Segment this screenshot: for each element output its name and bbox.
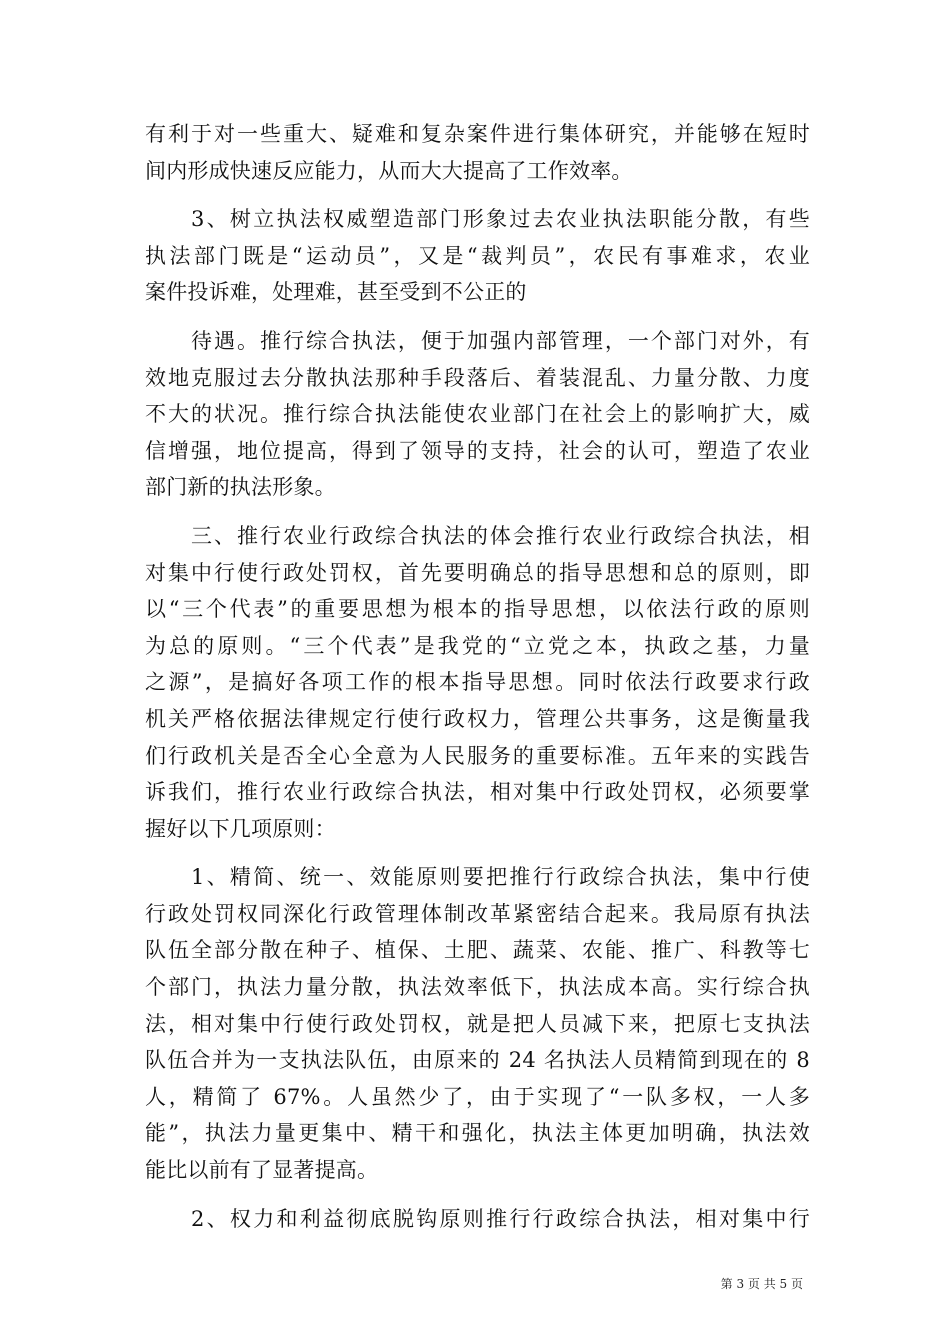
text-line: 间内形成快速反应能力，从而大大提高了工作效率。 [145,158,633,183]
text-line: 法，相对集中行使行政处罚权，就是把人员减下来，把原七支执法 [145,1011,810,1036]
text-line: 能比以前有了显著提高。 [145,1158,379,1183]
page-number-footer: 第 3 页 共 5 页 [720,1277,803,1291]
text-line: 不大的状况。推行综合执法能使农业部门在社会上的影响扩大，威 [145,402,810,427]
text-line: 有利于对一些重大、疑难和复杂案件进行集体研究，并能够在短时 [145,122,810,146]
paragraph-4 [145,518,810,847]
text-line: 为总的原则。“三个代表”是我党的“立党之本，执政之基，力量 [145,633,810,658]
text-line: 队伍合并为一支执法队伍，由原来的 24 名执法人员精简到现在的 8 [145,1048,810,1073]
text-line: 待遇。推行综合执法，便于加强内部管理，一个部门对外，有 [191,328,810,353]
text-line: 以“三个代表”的重要思想为根本的指导思想，以依法行政的原则 [145,597,810,622]
text-line: 诉我们，推行农业行政综合执法，相对集中行政处罚权，必须要掌 [145,780,810,805]
text-line: 1、精简、统一、效能原则要把推行行政综合执法，集中行使 [191,865,810,890]
text-line: 部门新的执法形象。 [145,475,336,500]
text-line: 2、权力和利益彻底脱钩原则推行行政综合执法，相对集中行 [191,1206,810,1231]
paragraph-1 [145,116,810,189]
paragraph-3 [145,323,810,506]
text-line: 队伍全部分散在种子、植保、土肥、蔬菜、农能、推广、科教等七 [145,938,810,963]
text-line: 案件投诉难，处理难，甚至受到不公正的 [145,280,527,305]
text-line: 效地克服过去分散执法那种手段落后、着装混乱、力量分散、力度 [145,365,810,390]
text-line: 3、树立执法权威塑造部门形象过去农业执法职能分散，有些 [191,207,810,232]
paragraph-6 [145,1201,810,1238]
text-line: 握好以下几项原则： [145,816,336,841]
text-line: 三、推行农业行政综合执法的体会推行农业行政综合执法，相 [191,523,810,548]
text-line: 执法部门既是“运动员”，又是“裁判员”，农民有事难求，农业 [145,243,810,268]
text-line: 个部门，执法力量分散，执法效率低下，执法成本高。实行综合执 [145,975,810,1000]
paragraph-2 [145,201,810,311]
text-line: 行政处罚权同深化行政管理体制改革紧密结合起来。我局原有执法 [145,901,810,926]
paragraph-5 [145,859,810,1188]
text-line: 能”，执法力量更集中、精干和强化，执法主体更加明确，执法效 [145,1121,810,1146]
text-line: 对集中行使行政处罚权，首先要明确总的指导思想和总的原则，即 [145,560,810,585]
text-line: 之源”，是搞好各项工作的根本指导思想。同时依法行政要求行政 [145,670,810,695]
text-line: 信增强，地位提高，得到了领导的支持，社会的认可，塑造了农业 [145,438,810,463]
text-line: 们行政机关是否全心全意为人民服务的重要标准。五年来的实践告 [145,743,810,768]
text-line: 机关严格依据法律规定行使行政权力，管理公共事务，这是衡量我 [145,706,810,731]
text-line: 人，精简了 67%。人虽然少了，由于实现了“一队多权，一人多 [145,1084,810,1109]
document-body [145,116,810,1237]
